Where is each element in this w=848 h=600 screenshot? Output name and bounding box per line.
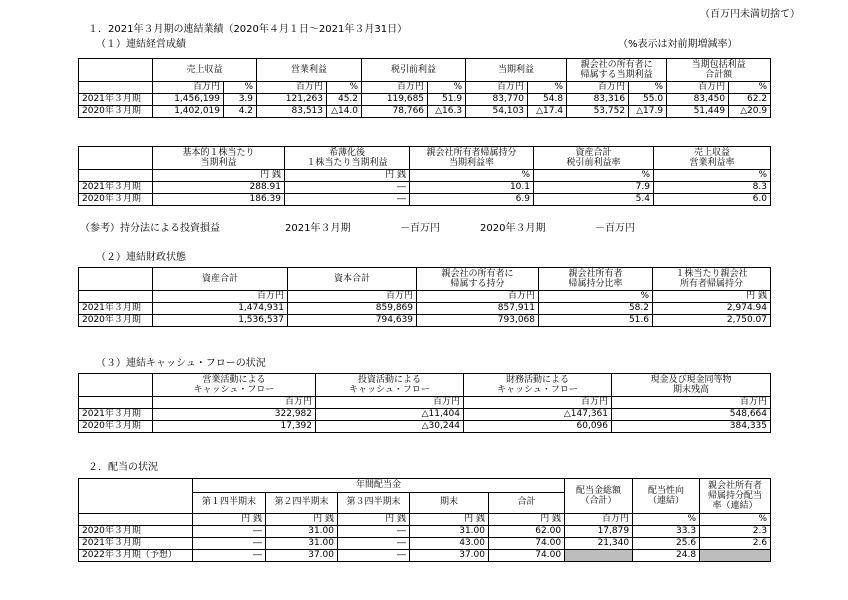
unit-cell: 百万円 bbox=[567, 82, 629, 94]
unit-cell: 百万円 bbox=[464, 397, 612, 409]
col-header: 営業活動による キャッシュ・フロー bbox=[153, 374, 316, 397]
row-label: 2021年３月期 bbox=[79, 182, 153, 194]
data-cell: 83,316 bbox=[567, 94, 629, 106]
reference-value-2: －百万円 bbox=[595, 223, 635, 234]
table-row bbox=[79, 526, 771, 538]
data-cell: 1,474,931 bbox=[153, 303, 288, 315]
row-label: 2020年３月期 bbox=[79, 194, 153, 206]
row-label: 2021年３月期 bbox=[79, 303, 153, 315]
unit-cell: 百万円 bbox=[316, 397, 464, 409]
col-header: 親会社の所有者に 帰属する当期利益 bbox=[567, 59, 667, 82]
unit-cell: % bbox=[534, 170, 654, 182]
data-cell: 43.00 bbox=[410, 538, 489, 550]
data-cell: 794,639 bbox=[288, 315, 417, 327]
data-cell: △14.0 bbox=[327, 106, 362, 118]
data-cell: 51.6 bbox=[539, 315, 653, 327]
data-cell: 51.9 bbox=[428, 94, 466, 106]
data-cell: ― bbox=[338, 550, 410, 562]
data-cell: 7.9 bbox=[534, 182, 654, 194]
col-header: 第３四半期末 bbox=[338, 492, 410, 513]
row-label: 2021年３月期 bbox=[79, 94, 153, 106]
data-cell: 5.4 bbox=[534, 194, 654, 206]
header-blank bbox=[79, 479, 193, 514]
data-cell: ― bbox=[285, 194, 410, 206]
unit-cell: 百万円 bbox=[612, 397, 771, 409]
data-cell: 1,456,199 bbox=[153, 94, 224, 106]
annual-dividend-header: 年間配当金 bbox=[193, 479, 565, 493]
col-header: 資産合計 税引前利益率 bbox=[534, 147, 654, 170]
unit-cell: % bbox=[428, 82, 466, 94]
table-row bbox=[79, 182, 771, 194]
row-label: 2021年３月期 bbox=[79, 409, 153, 421]
sub2-title: （２）連結財政状態 bbox=[96, 252, 186, 263]
data-cell: 60,096 bbox=[464, 421, 612, 433]
unit-cell: 百万円 bbox=[417, 291, 539, 303]
data-cell: 25.6 bbox=[633, 538, 700, 550]
data-cell: 74.00 bbox=[489, 550, 565, 562]
unit-cell: 百万円 bbox=[153, 82, 224, 94]
unit-cell: 百万円 bbox=[257, 82, 327, 94]
col-header: 基本的１株当たり 当期利益 bbox=[153, 147, 285, 170]
data-cell: 45.2 bbox=[327, 94, 362, 106]
col-header: 親会社所有者 帰属持分配当 率（連結） bbox=[700, 479, 771, 514]
data-cell: 62.00 bbox=[489, 526, 565, 538]
data-cell: 10.1 bbox=[410, 182, 534, 194]
col-header: 親会社所有者 帰属持分比率 bbox=[539, 268, 653, 291]
data-cell: 37.00 bbox=[410, 550, 489, 562]
data-cell: △17.9 bbox=[629, 106, 667, 118]
unit-cell: 円 銭 bbox=[489, 514, 565, 526]
col-header: 資本合計 bbox=[288, 268, 417, 291]
unit-note: （百万円未満切捨て） bbox=[700, 9, 800, 20]
col-header: 当期包括利益 合計額 bbox=[667, 59, 771, 82]
data-cell: 31.00 bbox=[266, 526, 338, 538]
unit-blank bbox=[79, 82, 153, 94]
table-row bbox=[79, 94, 771, 106]
col-header: １株当たり親会社 所有者帰属持分 bbox=[653, 268, 771, 291]
col-header: 当期利益 bbox=[466, 59, 567, 82]
data-cell: 58.2 bbox=[539, 303, 653, 315]
data-cell: 2,974.94 bbox=[653, 303, 771, 315]
table-row bbox=[79, 409, 771, 421]
data-cell: 83,450 bbox=[667, 94, 729, 106]
data-cell: 51,449 bbox=[667, 106, 729, 118]
cash-flow-table bbox=[78, 373, 771, 433]
data-cell: 54.8 bbox=[528, 94, 567, 106]
col-header: 投資活動による キャッシュ・フロー bbox=[316, 374, 464, 397]
header-blank bbox=[79, 147, 153, 170]
unit-cell: 百万円 bbox=[288, 291, 417, 303]
row-label: 2020年３月期 bbox=[79, 526, 193, 538]
table-row bbox=[79, 303, 771, 315]
unit-cell: % bbox=[410, 170, 534, 182]
unit-cell: % bbox=[539, 291, 653, 303]
unit-cell: % bbox=[224, 82, 257, 94]
data-cell: 17,392 bbox=[153, 421, 316, 433]
col-header: 親会社所有者帰属持分 当期利益率 bbox=[410, 147, 534, 170]
data-cell: 4.2 bbox=[224, 106, 257, 118]
table-row bbox=[79, 315, 771, 327]
data-cell: 1,536,537 bbox=[153, 315, 288, 327]
data-cell: ― bbox=[285, 182, 410, 194]
unit-cell: 百万円 bbox=[153, 291, 288, 303]
unit-cell: 円 銭 bbox=[193, 514, 266, 526]
data-cell: 2,750.07 bbox=[653, 315, 771, 327]
reference-label: （参考）持分法による投資損益 bbox=[80, 223, 220, 234]
table-row bbox=[79, 421, 771, 433]
unit-cell: 百万円 bbox=[667, 82, 729, 94]
col-header: 希薄化後 １株当たり当期利益 bbox=[285, 147, 410, 170]
data-cell: ― bbox=[338, 526, 410, 538]
sub1-title: （１）連結経営成績 bbox=[96, 39, 186, 50]
header-blank bbox=[79, 268, 153, 291]
data-cell: △11,404 bbox=[316, 409, 464, 421]
col-header: 第２四半期末 bbox=[266, 492, 338, 513]
data-cell: 288.91 bbox=[153, 182, 285, 194]
row-label: 2021年３月期 bbox=[79, 538, 193, 550]
data-cell: 548,664 bbox=[612, 409, 771, 421]
data-cell: 74.00 bbox=[489, 538, 565, 550]
data-cell: 24.8 bbox=[633, 550, 700, 562]
data-cell: 857,911 bbox=[417, 303, 539, 315]
table-row bbox=[79, 106, 771, 118]
col-header: 配当性向 （連結） bbox=[633, 479, 700, 514]
header-blank bbox=[79, 374, 153, 397]
col-header: 期末 bbox=[410, 492, 489, 513]
unit-cell: 百万円 bbox=[153, 397, 316, 409]
data-cell: 55.0 bbox=[629, 94, 667, 106]
data-cell: 78,766 bbox=[362, 106, 428, 118]
reference-value-1: －百万円 bbox=[400, 223, 440, 234]
unit-cell: 円 銭 bbox=[153, 170, 285, 182]
data-cell: 186.39 bbox=[153, 194, 285, 206]
data-cell: 119,685 bbox=[362, 94, 428, 106]
data-cell: 83,770 bbox=[466, 94, 528, 106]
data-cell: 53,752 bbox=[567, 106, 629, 118]
unit-cell: 円 銭 bbox=[653, 291, 771, 303]
data-cell: 3.9 bbox=[224, 94, 257, 106]
data-cell: 37.00 bbox=[266, 550, 338, 562]
col-header: 現金及び現金同等物 期末残高 bbox=[612, 374, 771, 397]
col-header: 売上収益 営業利益率 bbox=[654, 147, 771, 170]
data-cell: 6.9 bbox=[410, 194, 534, 206]
col-header: 売上収益 bbox=[153, 59, 257, 82]
row-label: 2020年３月期 bbox=[79, 421, 153, 433]
unit-cell: 円 銭 bbox=[410, 514, 489, 526]
unit-cell: % bbox=[629, 82, 667, 94]
data-cell: ― bbox=[193, 538, 266, 550]
unit-cell: % bbox=[633, 514, 700, 526]
table-row bbox=[79, 194, 771, 206]
operating-results-table bbox=[78, 58, 771, 118]
unit-cell: % bbox=[654, 170, 771, 182]
data-cell: 17,879 bbox=[565, 526, 633, 538]
data-cell: 54,103 bbox=[466, 106, 528, 118]
data-cell: ― bbox=[338, 538, 410, 550]
row-label: 2020年３月期 bbox=[79, 106, 153, 118]
unit-cell: % bbox=[729, 82, 771, 94]
col-header: 税引前利益 bbox=[362, 59, 466, 82]
data-cell: 793,068 bbox=[417, 315, 539, 327]
unit-blank bbox=[79, 514, 193, 526]
sub3-title: （３）連結キャッシュ・フローの状況 bbox=[96, 358, 266, 369]
section1-title: １．2021年３月期の連結業績（2020年４月１日～2021年３月31日） bbox=[88, 24, 408, 35]
unit-cell: 百万円 bbox=[466, 82, 528, 94]
unit-cell: % bbox=[700, 514, 771, 526]
data-cell: 31.00 bbox=[410, 526, 489, 538]
dividend-table bbox=[78, 478, 771, 562]
row-label: 2020年３月期 bbox=[79, 315, 153, 327]
per-share-table bbox=[78, 146, 771, 206]
data-cell: 31.00 bbox=[266, 538, 338, 550]
table-row bbox=[79, 550, 771, 562]
col-header: 第１四半期末 bbox=[193, 492, 266, 513]
data-cell: ― bbox=[193, 550, 266, 562]
data-cell: 6.0 bbox=[654, 194, 771, 206]
data-cell: 322,982 bbox=[153, 409, 316, 421]
sub1-note: （%表示は対前期増減率） bbox=[618, 39, 738, 50]
financial-position-table bbox=[78, 267, 771, 327]
shaded-cell bbox=[565, 550, 633, 562]
data-cell: 859,869 bbox=[288, 303, 417, 315]
table-row bbox=[79, 538, 771, 550]
unit-cell: % bbox=[327, 82, 362, 94]
shaded-cell bbox=[700, 550, 771, 562]
data-cell: 8.3 bbox=[654, 182, 771, 194]
unit-blank bbox=[79, 397, 153, 409]
unit-cell: 百万円 bbox=[565, 514, 633, 526]
unit-cell: 円 銭 bbox=[285, 170, 410, 182]
header-blank bbox=[79, 59, 153, 82]
unit-blank bbox=[79, 291, 153, 303]
data-cell: 33.3 bbox=[633, 526, 700, 538]
data-cell: △30,244 bbox=[316, 421, 464, 433]
unit-cell: % bbox=[528, 82, 567, 94]
data-cell: △20.9 bbox=[729, 106, 771, 118]
col-header: 配当金総額 （合計） bbox=[565, 479, 633, 514]
data-cell: 384,335 bbox=[612, 421, 771, 433]
data-cell: 1,402,019 bbox=[153, 106, 224, 118]
data-cell: △17.4 bbox=[528, 106, 567, 118]
unit-blank bbox=[79, 170, 153, 182]
unit-cell: 円 銭 bbox=[266, 514, 338, 526]
data-cell: 2.6 bbox=[700, 538, 771, 550]
data-cell: 62.2 bbox=[729, 94, 771, 106]
col-header: 親会社の所有者に 帰属する持分 bbox=[417, 268, 539, 291]
section2-title: ２．配当の状況 bbox=[88, 462, 158, 473]
data-cell: △16.3 bbox=[428, 106, 466, 118]
reference-period-2: 2020年３月期 bbox=[480, 223, 546, 234]
data-cell: 2.3 bbox=[700, 526, 771, 538]
data-cell: △147,361 bbox=[464, 409, 612, 421]
data-cell: 121,263 bbox=[257, 94, 327, 106]
col-header: 資産合計 bbox=[153, 268, 288, 291]
reference-period-1: 2021年３月期 bbox=[285, 223, 351, 234]
unit-cell: 円 銭 bbox=[338, 514, 410, 526]
data-cell: 83,513 bbox=[257, 106, 327, 118]
unit-cell: 百万円 bbox=[362, 82, 428, 94]
data-cell: 21,340 bbox=[565, 538, 633, 550]
col-header: 営業利益 bbox=[257, 59, 362, 82]
col-header: 財務活動による キャッシュ・フロー bbox=[464, 374, 612, 397]
row-label: 2022年３月期（予想） bbox=[79, 550, 193, 562]
data-cell: ― bbox=[193, 526, 266, 538]
col-header: 合計 bbox=[489, 492, 565, 513]
